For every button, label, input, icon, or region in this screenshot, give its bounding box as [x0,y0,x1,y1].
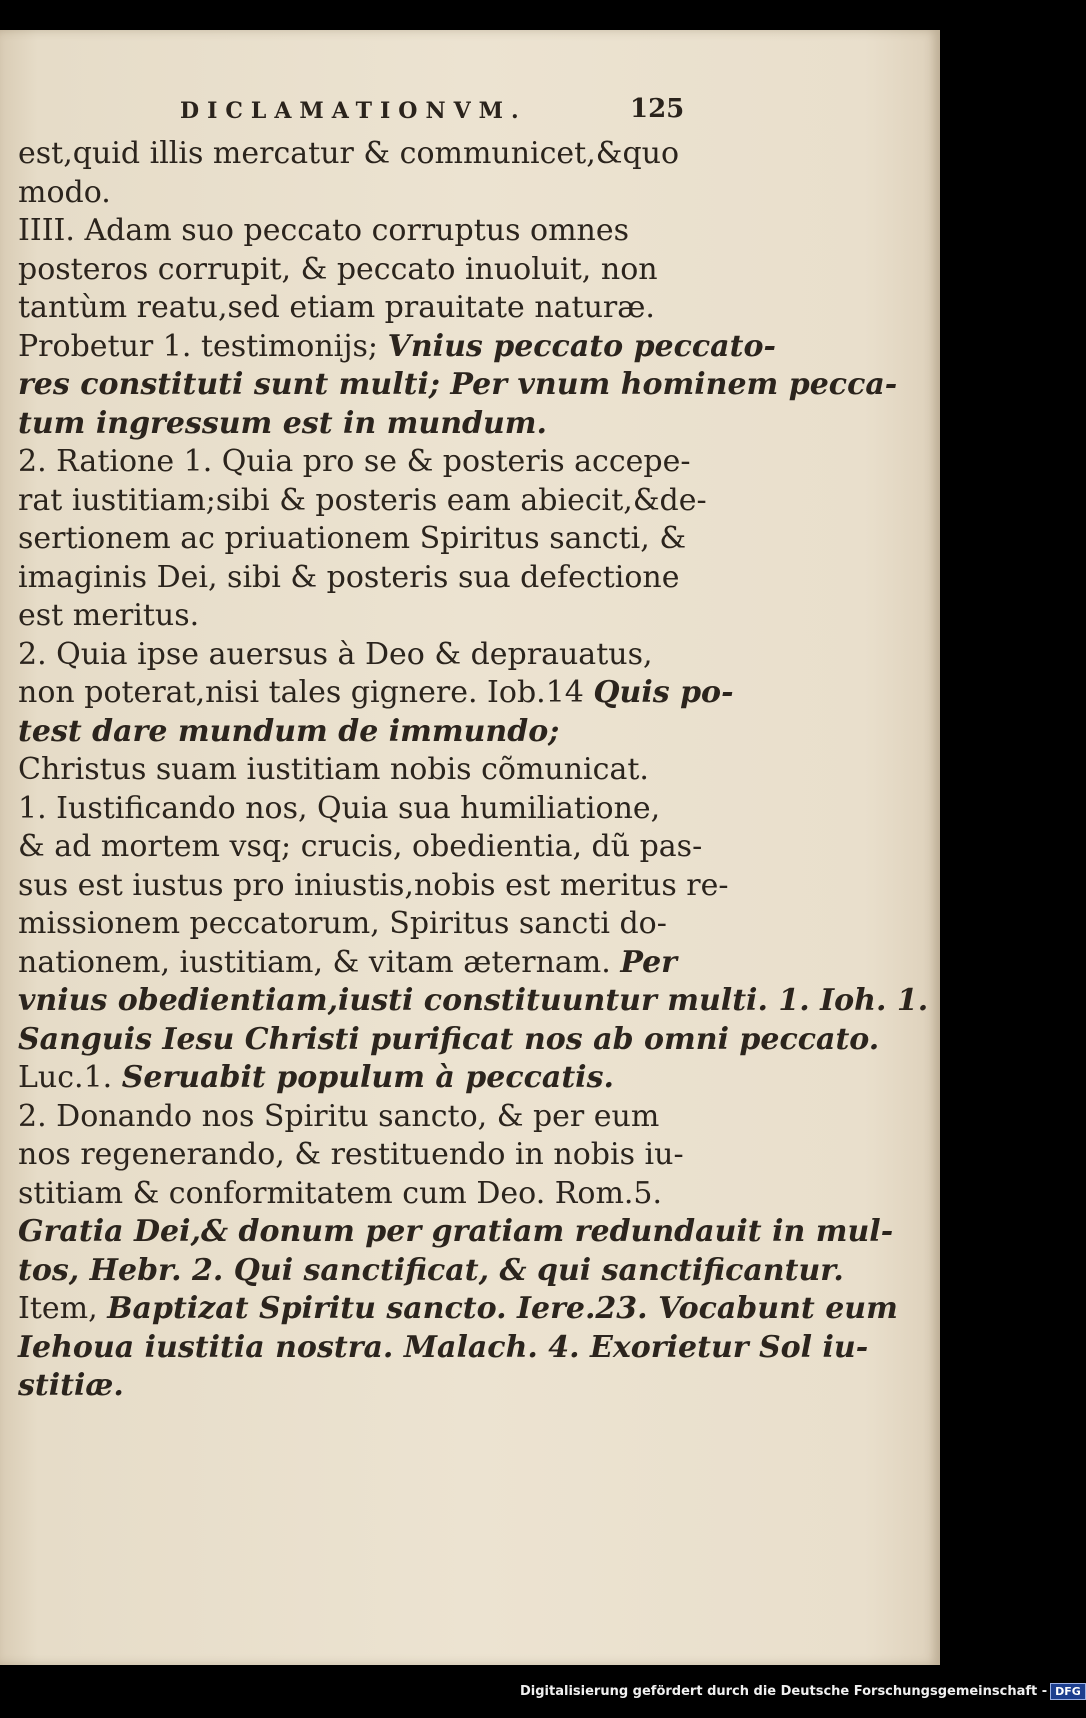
text-line: missionem peccatorum, Spiritus sancti do- [18,906,667,941]
text-line: Iehoua iustitia nostra. Malach. 4. Exorietur Sol iu- [18,1329,869,1365]
text-line: IIII. Adam suo peccato corruptus omnes [18,213,629,248]
digitization-credit [520,1683,1081,1705]
text-line: tantùm reatu,sed etiam prauitate naturæ. [18,290,655,325]
body-text [18,135,929,1406]
text-line: 2. Donando nos Spiritu sancto, & per eum [18,1098,660,1134]
text-line: stitiam & conformitatem cum Deo. Rom.5. [18,1175,663,1211]
dfg-logo: DFG [1050,1683,1086,1700]
text-line: Luc.1. Seruabit populum à peccatis. [18,1060,614,1095]
text-line: modo. [18,174,111,210]
text-line: imaginis Dei, sibi & posteris sua defectione [18,559,680,595]
text-line: Gratia Dei,& donum per gratiam redundauit in mul- [18,1214,894,1249]
text-line: sus est iustus pro iniustis,nobis est meritus re- [18,867,729,903]
text-line: sertionem ac priuationem Spiritus sancti, & [18,521,687,556]
text-line: tos, Hebr. 2. Qui sanctificat, & qui sanctificantur. [18,1252,844,1288]
text-line: nos regenerando, & restituendo in nobis iu- [18,1137,684,1172]
text-line: posteros corrupit, & peccato inuoluit, non [18,251,658,287]
page-header [0,92,940,132]
text-line: nationem, iustitiam, & vitam æternam. Per [18,944,677,980]
text-line: test dare mundum de immundo; [18,713,560,749]
text-line: vnius obedientiam,iusti constituuntur multi. 1. Ioh. 1. [18,983,929,1018]
credit-text: Digitalisierung gefördert durch die Deutsche Forschungsgemeinschaft - [520,1684,1048,1699]
text-line: res constituti sunt multi; Per vnum hominem pecca- [18,367,898,402]
running-head: DICLAMATIONVM. [180,98,527,124]
text-line: non poterat,nisi tales gignere. Iob.14 Quis po- [18,675,734,710]
text-line: & ad mortem vsq; crucis, obedientia, dũ pas- [18,829,703,864]
text-line: Christus suam iustitiam nobis cõmunicat. [18,752,649,787]
text-line: est,quid illis mercatur & communicet,&quo [18,136,680,171]
text-line: Sanguis Iesu Christi purificat nos ab omni peccato. [18,1021,880,1057]
text-line: est meritus. [18,598,200,633]
page-number: 125 [630,94,685,124]
text-line: Item, Baptizat Spiritu sancto. Iere.23. Vocabunt eum [18,1291,898,1326]
text-line: 1. Iustificando nos, Quia sua humiliatione, [18,790,661,826]
text-line: rat iustitiam;sibi & posteris eam abiecit,&de- [18,482,707,518]
text-line: 2. Ratione 1. Quia pro se & posteris accepe- [18,444,691,479]
book-page [0,30,940,1665]
text-line: stitiæ. [18,1368,124,1403]
text-line: tum ingressum est in mundum. [18,405,547,441]
text-line: 2. Quia ipse auersus à Deo & deprauatus, [18,636,653,672]
text-line: Probetur 1. testimonijs; Vnius peccato peccato- [18,328,776,364]
